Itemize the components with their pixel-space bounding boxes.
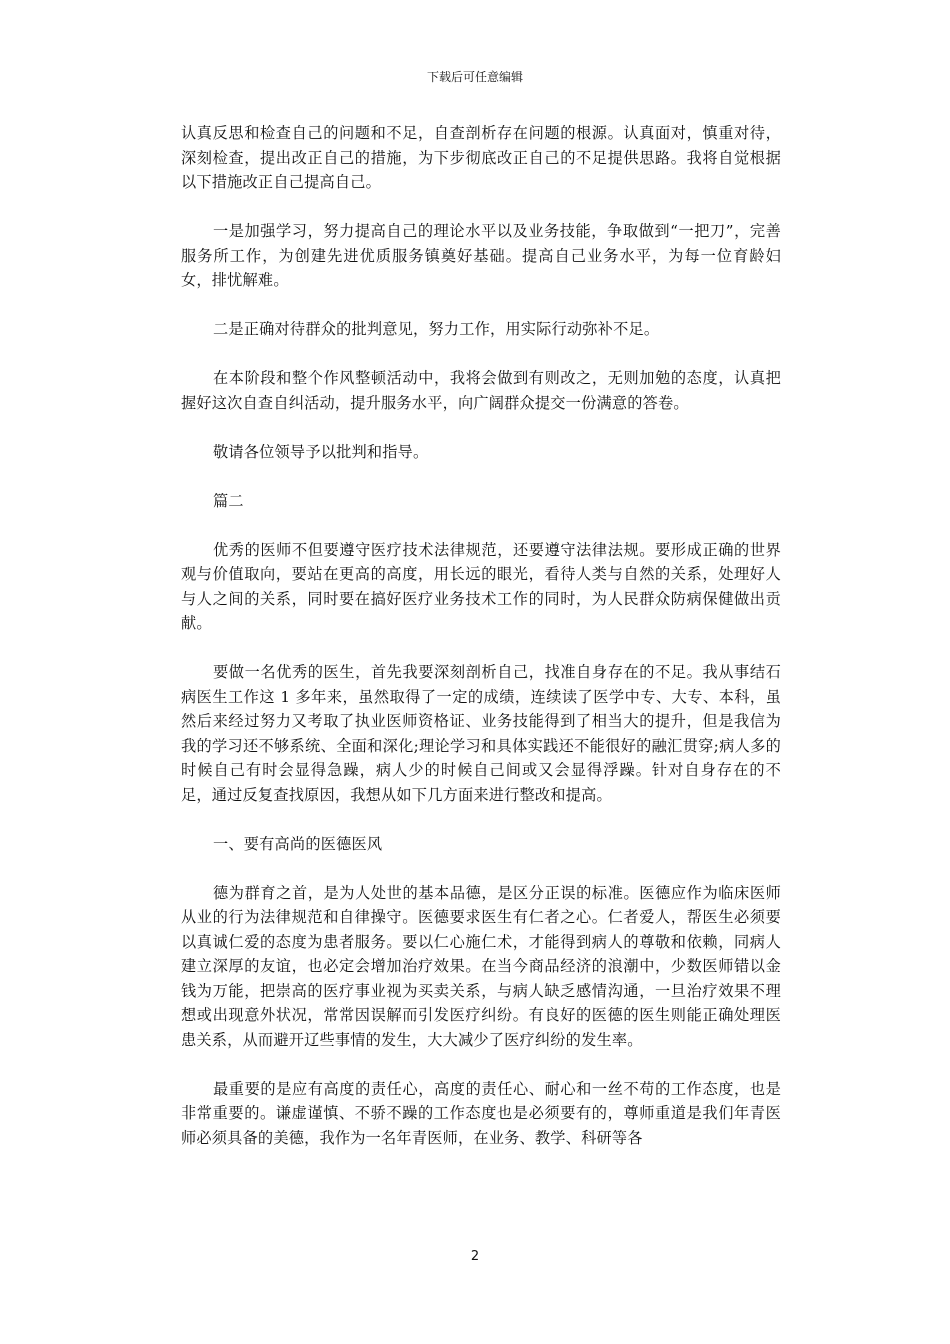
paragraph: 敬请各位领导予以批判和指导。 [213, 442, 429, 461]
page-number: 2 [470, 1249, 480, 1264]
paragraph: 在本阶段和整个作风整顿活动中，我将会做到有则改之，无则加勉的态度，认真把握好这次自查自纠活动，提升服务水平，向广阔群众提交一份满意的答卷。 [181, 369, 781, 412]
document-body [181, 121, 781, 1175]
paragraph: 德为群育之首，是为人处世的基本品德，是区分正误的标准。医德应作为临床医师从业的行为法律规范和自律操守。医德要求医生有仁者之心。仁者爱人，帮医生必须要以真诚仁爱的态度为患者服务。要以仁心施仁术，才能得到病人的尊敬和依赖，同病人建立深厚的友谊，也必定会增加治疗效果。在当今商品经济的浪潮中，少数医师错以金钱为万能，把崇高的医疗事业视为买卖关系，与病人缺乏感情沟通，一旦治疗效果不理想或出现意外状况，常常因误解而引发医疗纠纷。有良好的医德的医生则能正确处理医患关系，从而避开辽些事情的发生，大大减少了医疗纠纷的发生率。 [181, 883, 781, 1049]
paragraph: 最重要的是应有高度的责任心，高度的责任心、耐心和一丝不苟的工作态度，也是非常重要的。谦虚谨慎、不骄不躁的工作态度也是必须要有的，尊师重道是我们年青医师必须具备的美德，我作为一名年青医师，在业务、教学、科研等各 [181, 1079, 781, 1147]
page-header: 下载后可任意编辑 [426, 70, 523, 84]
paragraph: 认真反思和检查自己的问题和不足，自查剖析存在问题的根源。认真面对，慎重对待，深刻检查，提出改正自己的措施，为下步彻底改正自己的不足提供思路。我将自觉根据以下措施改正自己提高自己。 [181, 124, 781, 191]
paragraph: 优秀的医师不但要遵守医疗技术法律规范，还要遵守法律法规。要形成正确的世界观与价值取向，要站在更高的高度，用长远的眼光，看待人类与自然的关系，处理好人与人之间的关系，同时要在搞好医疗业务技术工作的同时，为人民群众防病保健做出贡献。 [181, 540, 781, 632]
section-heading: 一、要有高尚的医德医风 [213, 834, 383, 853]
paragraph: 一是加强学习，努力提高自己的理论水平以及业务技能，争取做到“一把刀”，完善服务所工作，为创建先进优质服务镇奠好基础。提高自己业务水平，为每一位育龄妇女，排忧解难。 [181, 222, 781, 289]
paragraph: 要做一名优秀的医生，首先我要深刻剖析自己，找准自身存在的不足。我从事结石病医生工作这 1 多年来，虽然取得了一定的成绩，连续读了医学中专、大专、本科，虽然后来经过努力又考取了执业医师资格证、业务技能得到了相当大的提升，但是我信为我的学习还不够系统、全面和深化;理论学习和具体实践还不能很好的融汇贯穿;病人多的时候自己有时会显得急躁，病人少的时候自己间或又会显得浮躁。针对自身存在的不足，通过反复查找原因，我想从如下几方面来进行整改和提高。 [181, 663, 781, 804]
paragraph: 二是正确对待群众的批判意见，努力工作，用实际行动弥补不足。 [213, 320, 660, 338]
section-heading: 篇二 [213, 491, 244, 510]
